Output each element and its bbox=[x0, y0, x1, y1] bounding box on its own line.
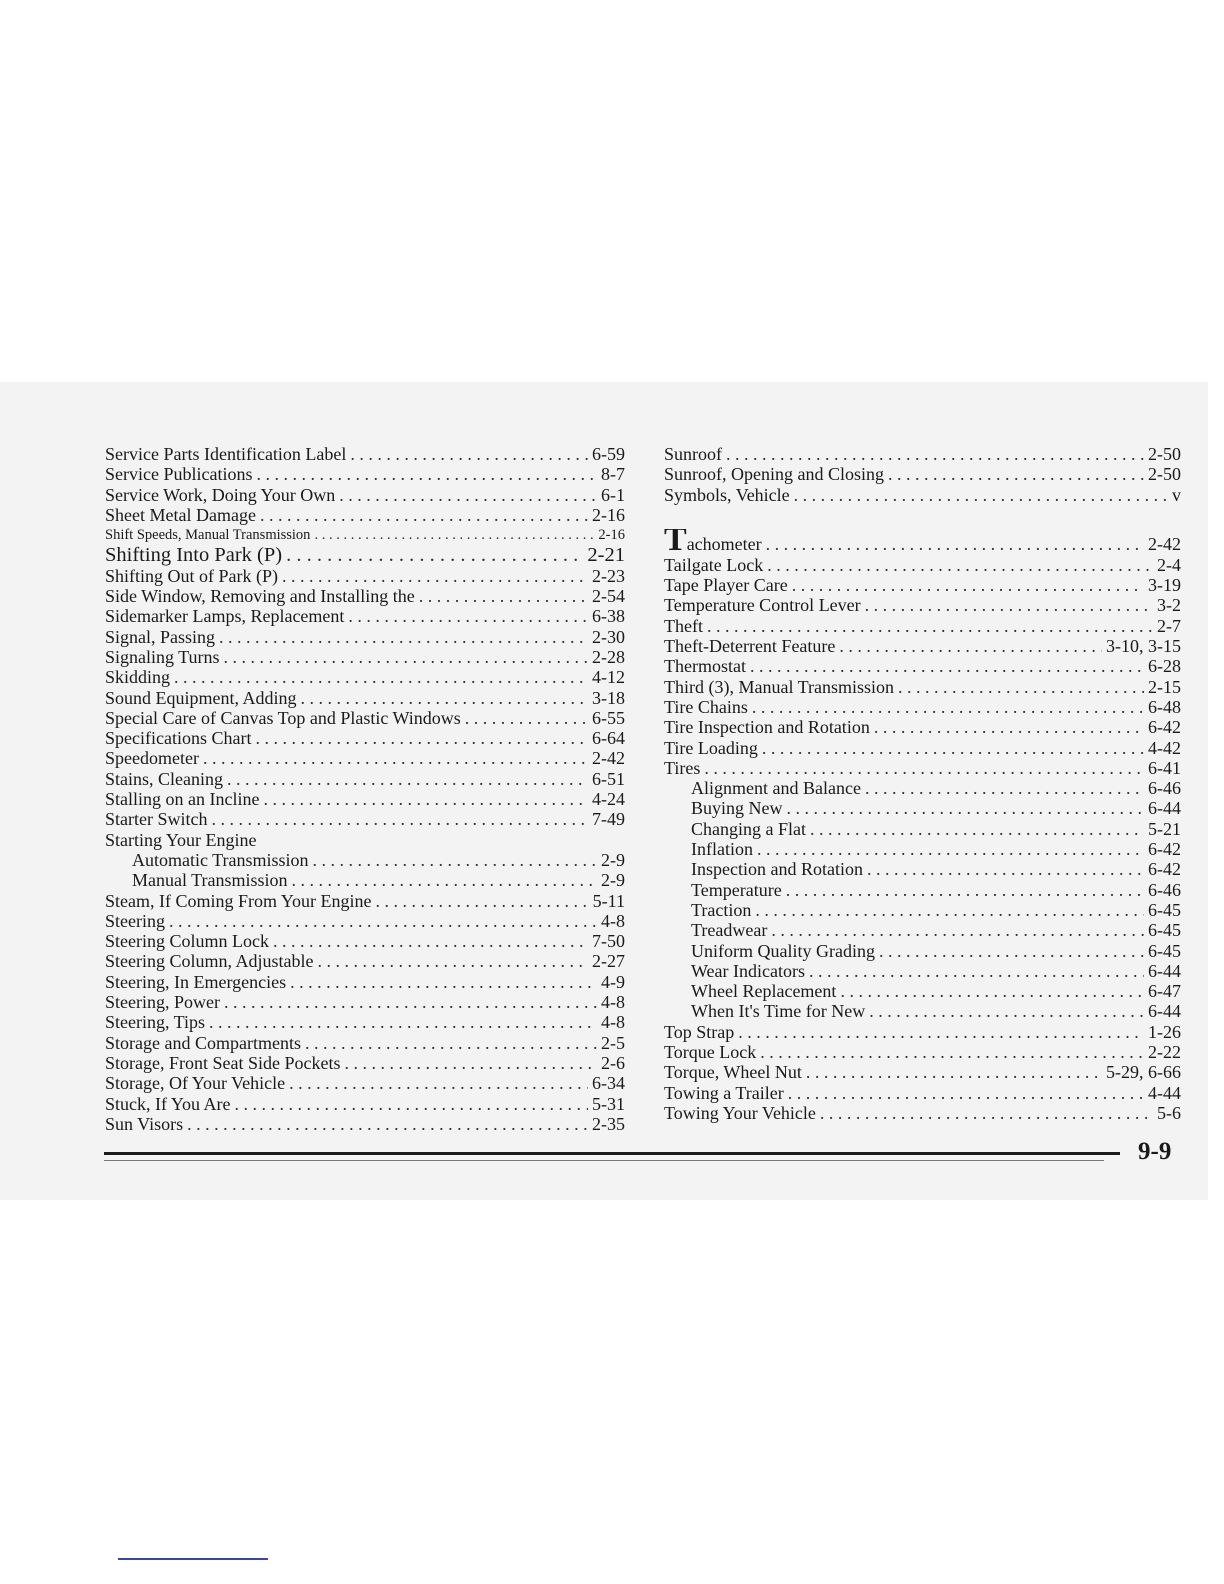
footer-rule-thin bbox=[104, 1160, 1104, 1161]
index-subentry bbox=[664, 839, 1181, 859]
entry-label: Wear Indicators bbox=[691, 960, 805, 981]
index-entry bbox=[105, 667, 625, 687]
index-entry bbox=[105, 1073, 625, 1093]
page-reference: 6-45 bbox=[1148, 920, 1181, 941]
index-subentry bbox=[105, 870, 625, 890]
entry-label: Wheel Replacement bbox=[691, 981, 837, 1002]
entry-label: Skidding bbox=[105, 667, 171, 688]
page-reference: 2-9 bbox=[601, 870, 625, 891]
dot-leader bbox=[301, 688, 588, 708]
dot-leader bbox=[289, 1073, 588, 1093]
entry-label: Torque, Wheel Nut bbox=[664, 1062, 802, 1083]
page-reference: 2-7 bbox=[1157, 615, 1181, 636]
page-reference: 2-16 bbox=[592, 504, 625, 525]
entry-label: Sunroof bbox=[664, 444, 722, 464]
dot-leader bbox=[757, 839, 1144, 859]
page-reference: 2-42 bbox=[592, 748, 625, 769]
page-reference: 6-59 bbox=[592, 444, 625, 464]
dot-leader bbox=[318, 951, 589, 971]
page-reference: 5-29, 6-66 bbox=[1106, 1062, 1181, 1083]
page-reference: 5-11 bbox=[592, 890, 625, 911]
entry-label: Signal, Passing bbox=[105, 626, 216, 647]
page-reference: 6-44 bbox=[1148, 960, 1181, 981]
page-reference: 7-49 bbox=[592, 809, 625, 830]
entry-label: Steering Column Lock bbox=[105, 931, 269, 952]
page-reference: 6-45 bbox=[1148, 899, 1181, 920]
entry-label: Stalling on an Incline bbox=[105, 789, 260, 810]
index-column-left bbox=[105, 444, 625, 1134]
dot-leader bbox=[879, 941, 1144, 961]
entry-label: Storage, Front Seat Side Pockets bbox=[105, 1052, 341, 1073]
page-reference: 4-12 bbox=[592, 667, 625, 688]
dot-leader bbox=[224, 992, 597, 1012]
entry-label: Traction bbox=[691, 899, 752, 920]
dot-leader bbox=[794, 485, 1168, 505]
dot-leader bbox=[865, 595, 1153, 615]
page-reference: v bbox=[1172, 484, 1181, 505]
entry-label: Thermostat bbox=[664, 656, 746, 677]
entry-label: Steering Column, Adjustable bbox=[105, 951, 314, 972]
page-reference: 2-9 bbox=[601, 849, 625, 870]
dot-leader bbox=[350, 444, 588, 464]
entry-label: Tailgate Lock bbox=[664, 554, 764, 575]
page-reference: 2-22 bbox=[1148, 1042, 1181, 1063]
index-entry bbox=[105, 627, 625, 647]
dot-leader bbox=[766, 529, 1144, 555]
entry-label: Steering, Power bbox=[105, 992, 220, 1013]
dot-leader bbox=[313, 850, 597, 870]
dot-leader bbox=[169, 911, 597, 931]
dot-leader bbox=[771, 920, 1144, 940]
entry-label: Automatic Transmission bbox=[132, 849, 309, 870]
index-entry bbox=[664, 595, 1181, 615]
dot-leader bbox=[282, 566, 588, 586]
index-entry bbox=[105, 1114, 625, 1134]
dot-leader bbox=[174, 667, 588, 687]
page-reference: 2-28 bbox=[592, 646, 625, 667]
entry-label: Steering, In Emergencies bbox=[105, 971, 287, 992]
index-entry bbox=[664, 636, 1181, 656]
index-entry bbox=[105, 464, 625, 484]
entry-label: When It's Time for New bbox=[691, 1001, 866, 1022]
index-subentry bbox=[664, 1001, 1181, 1021]
page-reference: 4-24 bbox=[592, 789, 625, 810]
index-subentry bbox=[664, 920, 1181, 940]
dot-leader bbox=[809, 961, 1144, 981]
page-reference: 2-50 bbox=[1148, 444, 1181, 464]
page-reference: 4-8 bbox=[601, 992, 625, 1013]
entry-label: Treadwear bbox=[691, 920, 768, 941]
bottom-underline-mark bbox=[118, 1558, 268, 1560]
drop-capital: T bbox=[664, 528, 687, 555]
index-entry bbox=[664, 717, 1181, 737]
index-entry bbox=[105, 545, 625, 565]
entry-label: Theft-Deterrent Feature bbox=[664, 636, 836, 657]
page-reference: 6-28 bbox=[1148, 656, 1181, 677]
entry-label: Tire Inspection and Rotation bbox=[664, 717, 870, 738]
index-subentry bbox=[664, 900, 1181, 920]
index-entry bbox=[105, 566, 625, 586]
page-reference: 6-44 bbox=[1148, 798, 1181, 819]
entry-label bbox=[664, 529, 762, 555]
index-entry bbox=[664, 1022, 1181, 1042]
page-reference: 6-42 bbox=[1148, 717, 1181, 738]
index-entry bbox=[664, 485, 1181, 505]
entry-label: Signaling Turns bbox=[105, 646, 220, 667]
dot-leader bbox=[704, 758, 1144, 778]
page-reference: 2-50 bbox=[1148, 464, 1181, 485]
page-reference: 6-48 bbox=[1148, 696, 1181, 717]
dot-leader bbox=[314, 525, 594, 545]
dot-leader bbox=[419, 586, 588, 606]
dot-leader bbox=[787, 798, 1145, 818]
dot-leader bbox=[209, 1012, 597, 1032]
dot-leader bbox=[865, 778, 1144, 798]
index-entry bbox=[105, 647, 625, 667]
page-reference: 6-51 bbox=[592, 768, 625, 789]
entry-label: Manual Transmission bbox=[132, 870, 288, 891]
page-reference: 6-64 bbox=[592, 728, 625, 749]
index-subentry bbox=[664, 981, 1181, 1001]
dot-leader bbox=[752, 697, 1144, 717]
page-reference: 6-47 bbox=[1148, 981, 1181, 1002]
dot-leader bbox=[273, 931, 588, 951]
index-entry bbox=[105, 586, 625, 606]
entry-label: Steam, If Coming From Your Engine bbox=[105, 890, 372, 911]
page-reference: 2-16 bbox=[598, 527, 625, 544]
entry-label: Sheet Metal Damage bbox=[105, 504, 256, 525]
entry-label: Shift Speeds, Manual Transmission bbox=[105, 527, 311, 544]
page-reference: 6-42 bbox=[1148, 839, 1181, 860]
page-reference: 2-21 bbox=[587, 545, 625, 566]
page-reference: 4-8 bbox=[601, 910, 625, 931]
page-reference: 6-45 bbox=[1148, 940, 1181, 961]
page-reference: 2-15 bbox=[1148, 676, 1181, 697]
entry-label: Side Window, Removing and Installing the bbox=[105, 586, 415, 607]
page-reference: 4-9 bbox=[601, 971, 625, 992]
dot-leader bbox=[305, 1033, 597, 1053]
dot-leader bbox=[867, 859, 1144, 879]
dot-leader bbox=[286, 545, 583, 565]
page-reference: 2-27 bbox=[592, 951, 625, 972]
entry-label: Sidemarker Lamps, Replacement bbox=[105, 606, 345, 627]
dot-leader bbox=[339, 485, 597, 505]
index-entry bbox=[105, 809, 625, 829]
footer-rule bbox=[104, 1152, 1120, 1155]
dot-leader bbox=[810, 819, 1144, 839]
page-reference: 6-41 bbox=[1148, 757, 1181, 778]
entry-label: Speedometer bbox=[105, 748, 199, 769]
dot-leader bbox=[898, 677, 1144, 697]
entry-label: Service Work, Doing Your Own bbox=[105, 484, 336, 505]
page-reference: 6-46 bbox=[1148, 879, 1181, 900]
page-reference: 4-8 bbox=[601, 1012, 625, 1033]
dot-leader bbox=[260, 505, 588, 525]
page-reference: 2-23 bbox=[592, 565, 625, 586]
dot-leader bbox=[726, 444, 1144, 464]
entry-label: Service Publications bbox=[105, 464, 253, 485]
index-entry bbox=[105, 1033, 625, 1053]
index-subentry bbox=[664, 880, 1181, 900]
page-reference: 2-6 bbox=[601, 1052, 625, 1073]
index-subentry bbox=[664, 859, 1181, 879]
index-column-right bbox=[664, 444, 1181, 1123]
page-reference: 3-10, 3-15 bbox=[1106, 636, 1181, 657]
dot-leader bbox=[767, 555, 1153, 575]
entry-label: Sound Equipment, Adding bbox=[105, 687, 297, 708]
index-entry bbox=[105, 606, 625, 626]
dot-leader bbox=[235, 1094, 588, 1114]
page-reference: 3-19 bbox=[1148, 575, 1181, 596]
entry-label: Special Care of Canvas Top and Plastic Windows bbox=[105, 707, 461, 728]
index-entry bbox=[105, 505, 625, 525]
index-subentry bbox=[664, 798, 1181, 818]
dot-leader bbox=[760, 1042, 1144, 1062]
dot-leader bbox=[256, 464, 597, 484]
page-number: 9-9 bbox=[1138, 1138, 1172, 1165]
index-entry bbox=[105, 1094, 625, 1114]
entry-label: Towing Your Vehicle bbox=[664, 1102, 816, 1123]
dot-leader bbox=[219, 627, 588, 647]
letter-section-gap bbox=[664, 505, 1181, 529]
entry-label: Towing a Trailer bbox=[664, 1082, 784, 1103]
page-reference: 3-18 bbox=[592, 687, 625, 708]
dot-leader bbox=[888, 464, 1144, 484]
index-entry bbox=[664, 677, 1181, 697]
index-entry bbox=[105, 525, 625, 545]
dot-leader bbox=[874, 717, 1144, 737]
dot-leader bbox=[806, 1062, 1102, 1082]
entry-label: Stains, Cleaning bbox=[105, 768, 223, 789]
page-reference: 2-42 bbox=[1148, 533, 1181, 554]
index-entry bbox=[664, 616, 1181, 636]
page-reference: 6-44 bbox=[1148, 1001, 1181, 1022]
entry-label: Inflation bbox=[691, 839, 753, 860]
index-entry bbox=[105, 972, 625, 992]
index-entry bbox=[664, 1062, 1181, 1082]
dot-leader bbox=[290, 972, 597, 992]
entry-label: Top Strap bbox=[664, 1021, 735, 1042]
dot-leader bbox=[292, 870, 597, 890]
index-entry bbox=[664, 464, 1181, 484]
entry-label: Changing a Flat bbox=[691, 818, 806, 839]
dot-leader bbox=[839, 636, 1102, 656]
dot-leader bbox=[840, 981, 1144, 1001]
index-entry bbox=[105, 830, 625, 850]
page-reference: 6-34 bbox=[592, 1073, 625, 1094]
page-reference: 5-6 bbox=[1157, 1102, 1181, 1123]
index-entry bbox=[664, 697, 1181, 717]
dot-leader bbox=[187, 1114, 588, 1134]
page-reference: 2-54 bbox=[592, 586, 625, 607]
page-reference: 6-1 bbox=[601, 484, 625, 505]
page-reference: 1-26 bbox=[1148, 1021, 1181, 1042]
entry-label: Storage, Of Your Vehicle bbox=[105, 1073, 286, 1094]
index-entry bbox=[105, 444, 625, 464]
dot-leader bbox=[376, 891, 589, 911]
entry-label: Sunroof, Opening and Closing bbox=[664, 464, 884, 485]
entry-label: Specifications Chart bbox=[105, 728, 252, 749]
page-reference: 2-5 bbox=[601, 1032, 625, 1053]
entry-label: Alignment and Balance bbox=[691, 778, 861, 799]
dot-leader bbox=[263, 789, 588, 809]
dot-leader bbox=[750, 656, 1144, 676]
dot-leader bbox=[755, 900, 1144, 920]
page-reference: 5-21 bbox=[1148, 818, 1181, 839]
entry-label: Starting Your Engine bbox=[105, 829, 257, 850]
index-entry bbox=[664, 529, 1181, 555]
index-entry bbox=[105, 1012, 625, 1032]
dot-leader bbox=[348, 606, 588, 626]
page-reference: 6-55 bbox=[592, 707, 625, 728]
dot-leader bbox=[707, 616, 1153, 636]
index-entry bbox=[664, 758, 1181, 778]
page-reference: 3-2 bbox=[1157, 595, 1181, 616]
entry-label: Steering bbox=[105, 910, 165, 931]
dot-leader bbox=[869, 1001, 1144, 1021]
entry-label: Inspection and Rotation bbox=[691, 859, 863, 880]
entry-label: Buying New bbox=[691, 798, 783, 819]
index-entry bbox=[105, 485, 625, 505]
entry-label: Tape Player Care bbox=[664, 575, 788, 596]
entry-label: Torque Lock bbox=[664, 1042, 757, 1063]
page-reference: 6-38 bbox=[592, 606, 625, 627]
entry-label: Tires bbox=[664, 757, 701, 778]
index-subentry bbox=[664, 778, 1181, 798]
entry-label: Temperature Control Lever bbox=[664, 595, 861, 616]
entry-label: Shifting Out of Park (P) bbox=[105, 565, 278, 586]
page-reference: 6-42 bbox=[1148, 859, 1181, 880]
entry-label: Storage and Compartments bbox=[105, 1032, 301, 1053]
dot-leader bbox=[792, 575, 1144, 595]
entry-label: Tire Loading bbox=[664, 737, 758, 758]
dot-leader bbox=[224, 647, 588, 667]
entry-label: Theft bbox=[664, 615, 703, 636]
dot-leader bbox=[227, 769, 588, 789]
index-entry bbox=[105, 1053, 625, 1073]
index-entry bbox=[664, 575, 1181, 595]
entry-label: Third (3), Manual Transmission bbox=[664, 676, 895, 697]
dot-leader bbox=[788, 1083, 1144, 1103]
page-reference: 2-30 bbox=[592, 626, 625, 647]
dot-leader bbox=[344, 1053, 597, 1073]
page-reference: 7-50 bbox=[592, 931, 625, 952]
index-subentry bbox=[664, 941, 1181, 961]
index-entry bbox=[664, 656, 1181, 676]
index-entry bbox=[105, 769, 625, 789]
index-subentry bbox=[664, 819, 1181, 839]
page-reference: 4-44 bbox=[1148, 1082, 1181, 1103]
entry-label-text: achometer bbox=[686, 533, 762, 554]
entry-label: Starter Switch bbox=[105, 809, 208, 830]
index-entry bbox=[664, 1083, 1181, 1103]
page-reference: 2-35 bbox=[592, 1113, 625, 1134]
index-entry bbox=[105, 789, 625, 809]
index-entry bbox=[105, 748, 625, 768]
page-reference: 5-31 bbox=[592, 1093, 625, 1114]
index-entry bbox=[664, 1042, 1181, 1062]
index-entry bbox=[664, 1103, 1181, 1123]
index-entry bbox=[664, 555, 1181, 575]
page-reference: 4-42 bbox=[1148, 737, 1181, 758]
dot-leader bbox=[465, 708, 588, 728]
index-entry bbox=[664, 738, 1181, 758]
entry-label: Sun Visors bbox=[105, 1113, 184, 1134]
entry-label: Tire Chains bbox=[664, 696, 748, 717]
page-reference: 6-46 bbox=[1148, 778, 1181, 799]
index-entry bbox=[105, 951, 625, 971]
dot-leader bbox=[738, 1022, 1144, 1042]
dot-leader bbox=[762, 738, 1144, 758]
index-entry bbox=[664, 444, 1181, 464]
dot-leader bbox=[255, 728, 588, 748]
page-reference: 2-4 bbox=[1157, 554, 1181, 575]
index-entry bbox=[105, 911, 625, 931]
dot-leader bbox=[786, 880, 1144, 900]
entry-label: Steering, Tips bbox=[105, 1012, 206, 1033]
entry-label: Temperature bbox=[691, 879, 782, 900]
entry-label: Uniform Quality Grading bbox=[691, 940, 875, 961]
entry-label: Stuck, If You Are bbox=[105, 1093, 231, 1114]
index-subentry bbox=[105, 850, 625, 870]
index-entry bbox=[105, 728, 625, 748]
index-entry bbox=[105, 931, 625, 951]
index-entry bbox=[105, 688, 625, 708]
entry-label: Shifting Into Park (P) bbox=[105, 545, 283, 566]
dot-leader bbox=[203, 748, 588, 768]
index-entry bbox=[105, 891, 625, 911]
entry-label: Service Parts Identification Label bbox=[105, 444, 347, 464]
index-entry bbox=[105, 992, 625, 1012]
page-reference: 8-7 bbox=[601, 464, 625, 485]
index-entry bbox=[105, 708, 625, 728]
dot-leader bbox=[211, 809, 588, 829]
index-subentry bbox=[664, 961, 1181, 981]
entry-label: Symbols, Vehicle bbox=[664, 484, 790, 505]
dot-leader bbox=[820, 1103, 1153, 1123]
